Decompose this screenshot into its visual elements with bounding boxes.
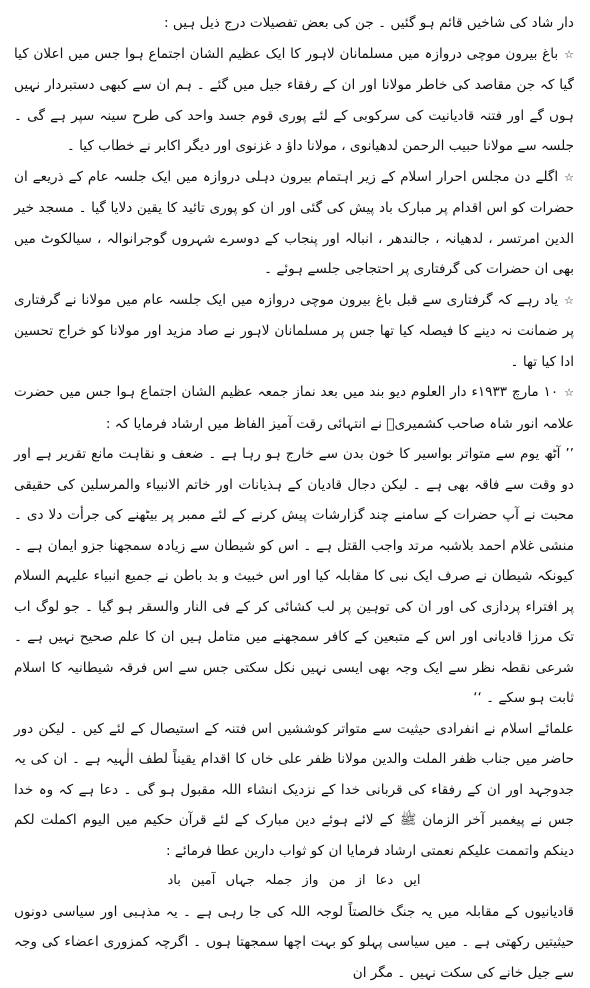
paragraph-text: قادیانیوں کے مقابلہ میں یہ جنگ خالصتاً لوجہ اللہ کی جا رہی ہے ۔ یہ مذہبی اور سیاسی دونوں حیثیتیں رکھتی ہے ۔ میں سیاسی پہلو کو بہت اچھا سمجھتا ہوں ۔ اگرچہ کمزوری اعضاء کی وجہ سے جیل خانے کی سکت نہیں ۔ مگر ان (14, 904, 574, 981)
paragraph-text: ۱۰ مارچ ۱۹۳۳ء دار العلوم دیو بند میں بعد نماز جمعہ عظیم الشان اجتماع ہوا جس میں حضرت علامہ انور شاہ صاحب کشمیریؒ نے انتہائی رقت آمیز الفاظ میں ارشاد فرمایا کہ : (14, 384, 574, 432)
paragraph-text: علمائے اسلام نے انفرادی حیثیت سے متواتر کوششیں اس فتنہ کے استیصال کے لئے کیں ۔ لیکن دور حاضر میں جناب ظفر الملت والدین مولانا ظفر علی خاں کا اقدام یقیناً لطف الٰہیہ ہے ۔ ان کی یہ جدوجہد اور ان کے رفقاء کی قربانی خدا کے نزدیک انشاء اللہ مقبول ہو گی ۔ دعا ہے کہ وہ خدا جس نے پیغمبر آخر الزمان ﷺ کے لائے ہوئے دین مبارک کے لئے قرآن حکیم میں الیوم اکملت لکم دینکم واتممت علیکم نعمتی ارشاد فرمایا ان کو ثواب دارین عطا فرمائے : (14, 721, 574, 859)
verse-text: ایں دعا از من واز جملہ جہاں آمین باد (167, 873, 420, 888)
star-icon: ☆ (564, 163, 574, 194)
star-icon: ☆ (564, 378, 574, 409)
paragraph-ulama-efforts (14, 714, 574, 867)
paragraph-ahrar-meeting (14, 162, 574, 285)
verse-line (14, 866, 574, 897)
paragraph-text: دار شاد کی شاخیں قائم ہو گئیں ۔ جن کی بعض تفصیلات درج ذیل ہیں : (164, 15, 574, 31)
paragraph-text: اگلے دن مجلس احرار اسلام کے زیر اہتمام بیرون دہلی دروازہ میں ایک جلسہ عام کے ذریعے ان حضرات کو اس اقدام پر مبارک باد پیش کی گئی اور ان کو پوری تائید کا یقین دلایا گیا ۔ مسجد خیر الدین امرتسر ، لدھیانہ ، جالندھر ، انبالہ اور پنجاب کے دوسرے شہروں گوجرانوالہ ، سیالکوٹ میں بھی ان حضرات کی گرفتاری پر احتجاجی جلسے ہوئے ۔ (14, 169, 574, 278)
star-icon: ☆ (564, 286, 574, 317)
paragraph-closing (14, 897, 574, 988)
paragraph-quotation (14, 439, 574, 714)
paragraph-bail-decision (14, 285, 574, 378)
paragraph-text: یاد رہے کہ گرفتاری سے قبل باغ بیرون موچی دروازہ میں ایک جلسہ عام میں مولانا نے گرفتاری پر ضمانت نہ دینے کا فیصلہ کیا تھا جس پر مسلمانان لاہور نے صاد مزید اور مولانا کو خراج تحسین ادا کیا تھا ۔ (14, 292, 574, 370)
paragraph-lahore-gathering (14, 39, 574, 162)
document-page (14, 8, 574, 988)
paragraph-text: باغ بیرون موچی دروازہ میں مسلمانان لاہور کا ایک عظیم الشان اجتماع ہوا جس میں اعلان کیا گیا کہ جن مقاصد کی خاطر مولانا اور ان کے رفقاء جیل میں گئے ۔ ہم ان سے کبھی دستبردار نہیں ہوں گے اور فتنہ قادیانیت کی سرکوبی کے لئے پوری قوم جسد واحد کی طرح سینہ سپر ہے گی ۔ جلسہ سے مولانا حبیب الرحمن لدھیانوی ، مولانا داؤ د غزنوی اور دیگر اکابر نے خطاب کیا ۔ (14, 46, 574, 155)
paragraph-intro (14, 8, 574, 39)
star-icon: ☆ (564, 40, 574, 71)
paragraph-text: ’’ آٹھ یوم سے متواتر بواسیر کا خون بدن سے خارج ہو رہا ہے ۔ ضعف و نقاہت مانع تقریر ہے اور دو وقت سے فاقہ بھی ہے ۔ لیکن دجال قادیان کے ہذیانات اور خاتم الانبیاء والمرسلین کی حقیقی محبت نے آپ حضرات کے سامنے چند گزارشات پیش کرنے کے لئے ممبر پر بیٹھنے کی جرأت دلا دی ۔ منشی غلام احمد بلاشبہ مرتد واجب القتل ہے ۔ اس کو شیطان سے زیادہ سمجھنا جزو ایمان ہے ۔ کیونکہ شیطان نے صرف ایک نبی کا مقابلہ کیا اور اس خبیث و بد باطن نے جمیع انبیاء علیہم السلام پر افتراء پردازی کی اور ان کی توہین پر لب کشائی کر کے فی النار والسقر ہو گیا ۔ جو لوگ اب تک مرزا قادیانی اور اس کے متبعین کے کافر سمجھنے میں متامل ہیں ان کا علم صحیح نہیں ہے ۔ شرعی نقطہ نظر سے ایک وجہ بھی ایسی نہیں نکل سکتی جس سے اس فرقہ شیطانیہ کا اسلام ثابت ہو سکے ۔ ‘‘ (14, 446, 574, 706)
paragraph-deoband-gathering (14, 377, 574, 439)
